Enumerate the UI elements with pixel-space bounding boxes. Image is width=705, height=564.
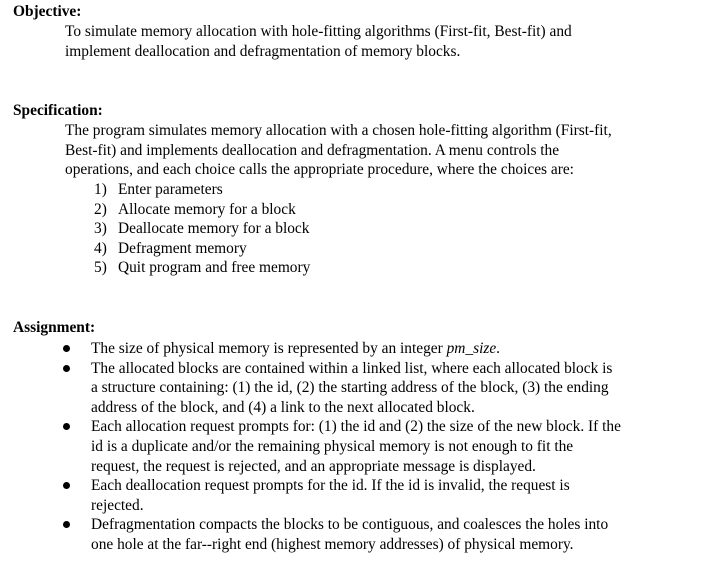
bullet-line: one hole at the far--right end (highest memory addresses) of physical memory. <box>91 535 574 553</box>
bullet-icon <box>63 521 70 528</box>
specification-line: Best-fit) and implements deallocation and defragmentation. A menu controls the <box>65 141 560 159</box>
choice-number: 5) <box>94 259 107 277</box>
choice-number: 3) <box>94 220 107 238</box>
bullet-line: Defragmentation compacts the blocks to be contiguous, and coalesces the holes into <box>91 516 609 534</box>
choice-text: Quit program and free memory <box>118 259 311 277</box>
choice-text: Allocate memory for a block <box>118 200 296 218</box>
list-item <box>94 239 310 259</box>
bullet-icon <box>63 482 70 489</box>
bullet-line: id is a duplicate and/or the remaining physical memory is not enough to fit the <box>91 437 574 455</box>
objective-line: implement deallocation and defragmentation of memory blocks. <box>65 42 461 60</box>
bullet-icon <box>63 345 70 352</box>
list-item <box>94 219 310 239</box>
objective-line: To simulate memory allocation with hole-fitting algorithms (First-fit, Best-fit) and <box>65 23 572 40</box>
objective-paragraph <box>65 22 695 61</box>
bullet-line: Each allocation request prompts for: (1) the id and (2) the size of the new block. If the <box>91 418 621 436</box>
choice-text: Enter parameters <box>118 181 223 198</box>
variable-name: pm_size <box>446 340 497 357</box>
objective-heading: Objective: <box>13 3 82 20</box>
list-item <box>63 476 693 515</box>
choice-number: 1) <box>94 181 107 198</box>
list-item <box>63 515 693 554</box>
list-item <box>63 339 693 359</box>
assignment-bullet-list <box>63 339 693 555</box>
list-item <box>94 258 310 278</box>
bullet-line: a structure containing: (1) the id, (2) the starting address of the block, (3) the ending <box>91 379 609 397</box>
bullet-icon <box>63 365 70 372</box>
list-item <box>63 417 693 476</box>
bullet-line: Each deallocation request prompts for the id. If the id is invalid, the request is <box>91 477 570 495</box>
choice-number: 4) <box>94 239 107 257</box>
choice-text: Defragment memory <box>118 239 247 257</box>
choice-number: 2) <box>94 200 107 218</box>
bullet-line <box>91 339 693 359</box>
specification-paragraph <box>65 121 695 180</box>
assignment-heading: Assignment: <box>13 319 96 336</box>
specification-heading: Specification: <box>13 102 103 119</box>
choice-text: Deallocate memory for a block <box>118 220 310 238</box>
bullet-line: request, the request is rejected, and an appropriate message is displayed. <box>91 457 536 475</box>
menu-choices-list <box>94 180 310 278</box>
specification-line: operations, and each choice calls the appropriate procedure, where the choices are: <box>65 161 574 179</box>
list-item <box>63 359 693 418</box>
specification-line: The program simulates memory allocation with a chosen hole-fitting algorithm (First-fit, <box>65 122 612 139</box>
list-item <box>94 180 310 200</box>
bullet-text: . <box>496 340 501 357</box>
bullet-icon <box>63 423 70 430</box>
bullet-line: address of the block, and (4) a link to the next allocated block. <box>91 398 475 416</box>
list-item <box>94 200 310 220</box>
bullet-text: The size of physical memory is represented by an integer <box>91 340 447 357</box>
bullet-line: The allocated blocks are contained within a linked list, where each allocated block is <box>91 359 613 377</box>
bullet-line: rejected. <box>91 496 144 514</box>
